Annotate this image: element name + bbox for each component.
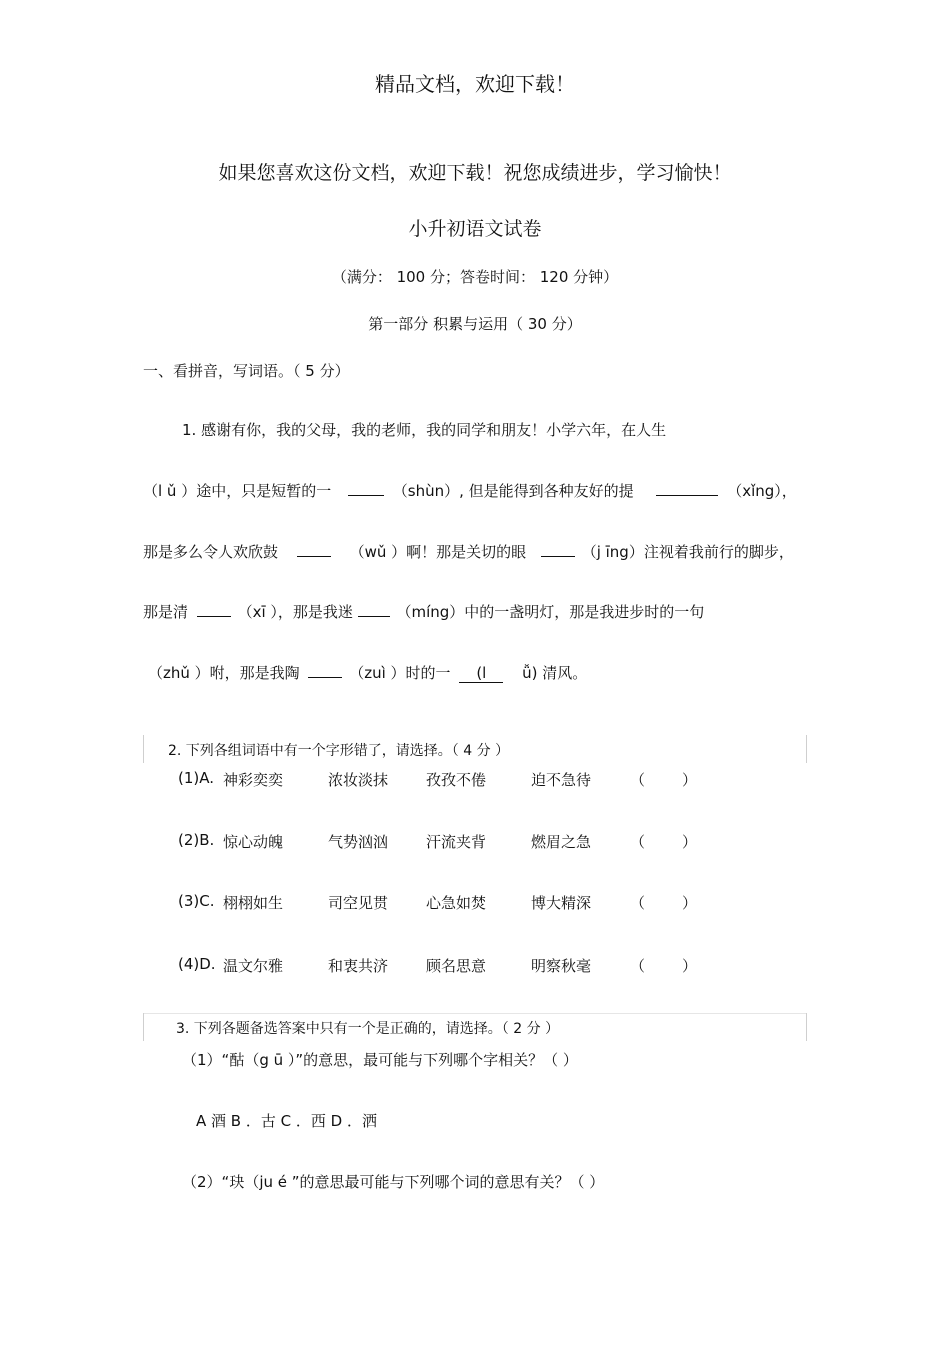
answer-blank[interactable] — [358, 602, 390, 617]
answer-paren-left[interactable]: （ — [630, 957, 646, 975]
q2-word: 气势汹汹 — [328, 833, 389, 851]
q2-word: 温文尔雅 — [223, 957, 284, 975]
q2-option-label: (1)A. — [178, 769, 215, 787]
q2-word: 心急如焚 — [426, 894, 487, 912]
q3-title: 3. 下列各题备选答案中只有一个是正确的，请选择。（ 2 分 ） — [176, 1021, 560, 1037]
q1-text-line4 — [143, 601, 704, 622]
q2-word: 栩栩如生 — [223, 894, 284, 912]
answer-paren-right: ） — [682, 894, 698, 912]
q2-word: 神彩奕奕 — [223, 771, 284, 789]
answer-blank[interactable] — [541, 542, 575, 557]
q2-word: 明察秋毫 — [531, 957, 592, 975]
q2-option-label: (2)B. — [178, 831, 215, 849]
exam-info: （满分： 100 分；答卷时间： 120 分钟） — [331, 268, 619, 286]
q2-option-label: (3)C. — [178, 892, 215, 910]
q2-word: 孜孜不倦 — [426, 771, 487, 789]
q1-l3-part-c: （j īng）注视着我前行的脚步， — [581, 543, 794, 561]
q1-l2-part-a: （l ǔ ）途中，只是短暂的一 — [143, 482, 332, 500]
q1-l2-part-b: （shùn）, 但是能得到各种友好的提 — [392, 482, 634, 500]
document-banner: 精品文档，欢迎下载！ — [375, 72, 575, 96]
q1-text-line2 — [143, 480, 797, 501]
q1-l5-part-b: （zuì ）时的一 — [349, 664, 451, 682]
frame-line-right — [806, 1013, 807, 1041]
q1-text-line1: 1. 感谢有你，我的父母，我的老师，我的同学和朋友！小学六年，在人生 — [182, 421, 667, 439]
answer-blank[interactable] — [308, 663, 342, 678]
q1-l3-part-a: 那是多么令人欢欣鼓 — [143, 543, 279, 561]
q2-word: 浓妆淡抹 — [328, 771, 389, 789]
q3-sub2: （2）“玦（ju é ”的意思最可能与下列哪个词的意思有关？（ ） — [182, 1173, 605, 1191]
frame-line-top — [143, 1013, 807, 1014]
q2-word: 顾名思意 — [426, 957, 487, 975]
q3-options: A 酒 B ．古 C ．西 D ．洒 — [196, 1112, 377, 1130]
q2-word: 司空见贯 — [328, 894, 389, 912]
q2-word: 燃眉之急 — [531, 833, 592, 851]
q1-text-line5 — [148, 662, 587, 683]
frame-line-right — [806, 735, 807, 763]
answer-paren-left[interactable]: （ — [630, 771, 646, 789]
frame-line-left — [143, 735, 144, 763]
answer-paren-right: ） — [682, 771, 698, 789]
part-heading: 第一部分 积累与运用（ 30 分） — [368, 315, 582, 333]
answer-blank[interactable] — [656, 481, 718, 496]
q2-title: 2. 下列各组词语中有一个字形错了，请选择。（ 4 分 ） — [168, 743, 510, 759]
q1-l5-part-a: （zhǔ ）咐，那是我陶 — [148, 664, 300, 682]
exam-title: 小升初语文试卷 — [408, 218, 542, 240]
q1-l4-part-c: （míng）中的一盏明灯，那是我进步时的一句 — [396, 603, 705, 621]
q1-l2-part-c: （xǐng）， — [727, 482, 797, 500]
section1-title: 一、看拼音，写词语。（ 5 分） — [143, 362, 350, 380]
q2-word: 和衷共济 — [328, 957, 389, 975]
q1-text-line3 — [143, 541, 794, 562]
q1-l4-part-a: 那是清 — [143, 603, 189, 621]
answer-blank[interactable] — [197, 602, 231, 617]
answer-paren-right: ） — [682, 957, 698, 975]
q1-l4-part-b: （xī ），那是我迷 — [237, 603, 353, 621]
frame-line-left — [143, 1013, 144, 1041]
q1-l5-part-d: ǚ) 清风。 — [522, 664, 588, 682]
answer-blank[interactable] — [348, 481, 384, 496]
answer-paren-left[interactable]: （ — [630, 833, 646, 851]
q3-sub1: （1）“酤（g ū ）”的意思，最可能与下列哪个字相关？（ ） — [182, 1051, 578, 1069]
q2-option-label: (4)D. — [178, 955, 216, 973]
answer-blank-prefilled[interactable]: (l — [459, 664, 503, 683]
q2-word: 博大精深 — [531, 894, 592, 912]
q2-word: 汗流夹背 — [426, 833, 487, 851]
q1-l3-part-b: （wǔ ）啊！那是关切的眼 — [349, 543, 527, 561]
welcome-line: 如果您喜欢这份文档，欢迎下载！祝您成绩进步，学习愉快！ — [218, 162, 732, 184]
q2-word: 惊心动魄 — [223, 833, 284, 851]
answer-paren-left[interactable]: （ — [630, 894, 646, 912]
answer-blank[interactable] — [297, 542, 331, 557]
q2-word: 迫不急待 — [531, 771, 592, 789]
answer-paren-right: ） — [682, 833, 698, 851]
